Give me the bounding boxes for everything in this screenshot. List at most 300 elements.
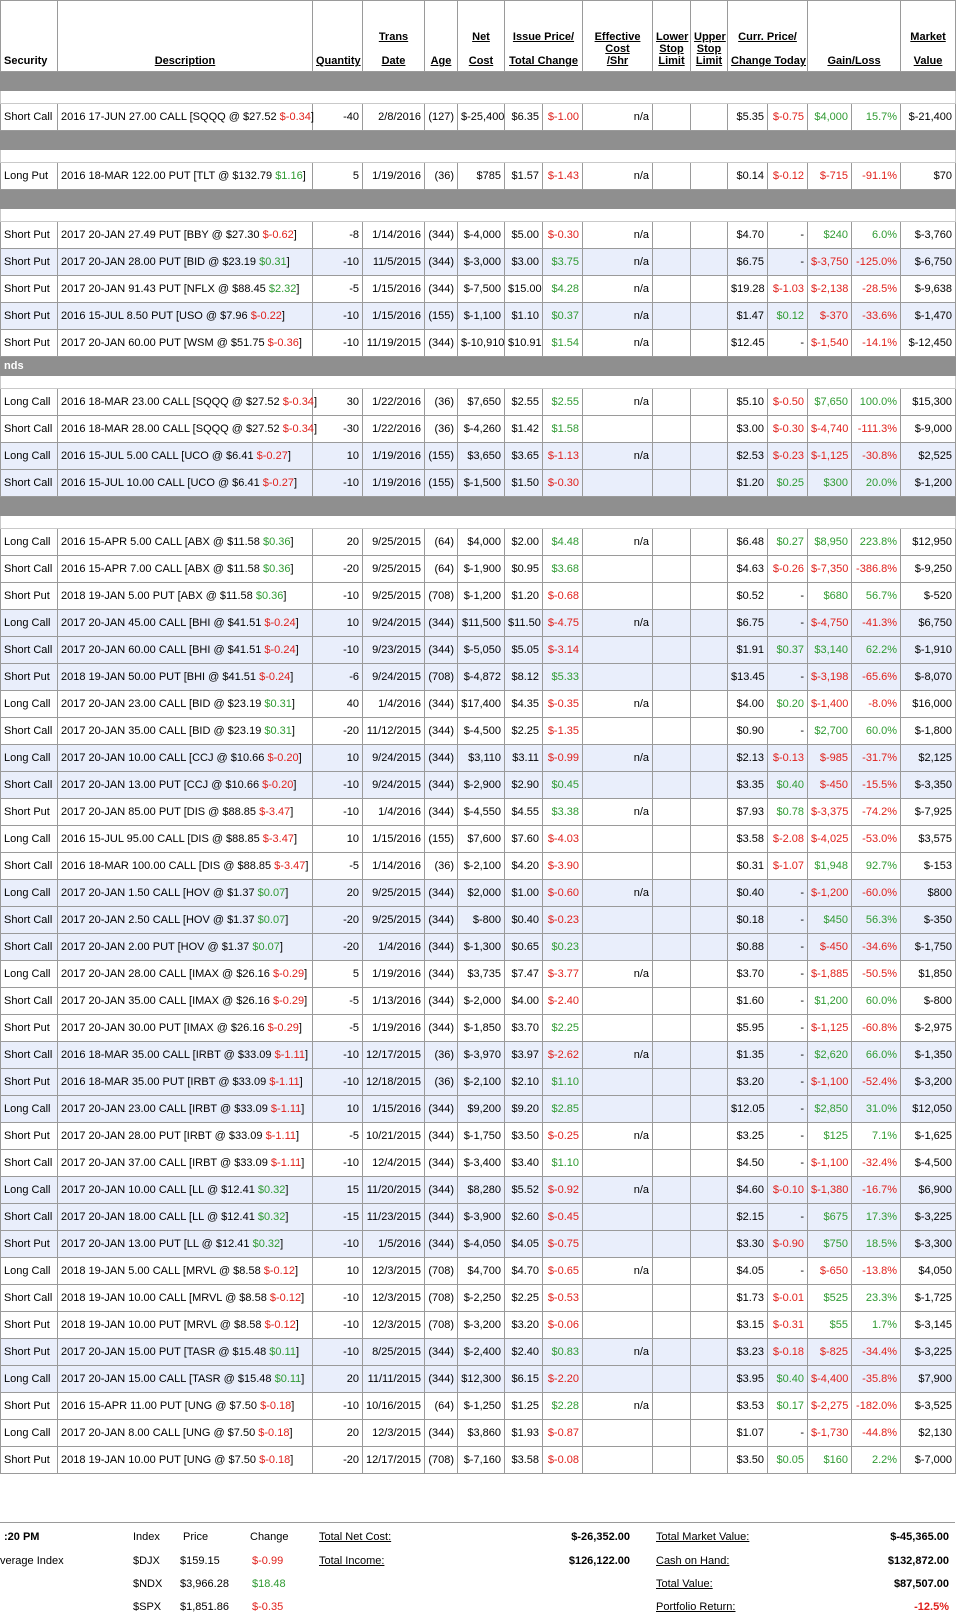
description-cell[interactable] — [58, 276, 313, 303]
table-row[interactable] — [1, 1366, 956, 1393]
description-cell[interactable] — [58, 1447, 313, 1474]
group-spacer — [1, 150, 956, 163]
portfolio-return-value: -12.5% — [914, 1601, 949, 1613]
market-value-cell: $12,050 — [901, 1096, 956, 1123]
description-cell[interactable] — [58, 637, 313, 664]
description-cell[interactable] — [58, 104, 313, 131]
age-cell: (344) — [425, 880, 458, 907]
header-effective-cost[interactable]: Effective Cost /Shr — [583, 1, 653, 72]
quantity-cell: -10 — [313, 249, 363, 276]
underlying-change: $-3.47 — [259, 806, 291, 818]
net-cost-cell: $-7,500 — [458, 276, 505, 303]
table-row[interactable] — [1, 1285, 956, 1312]
table-row[interactable] — [1, 1096, 956, 1123]
quantity-cell: -10 — [313, 1042, 363, 1069]
description-bracket: ] — [291, 698, 295, 710]
curr-price-cell: $1.35 — [728, 1042, 768, 1069]
description-cell[interactable] — [58, 389, 317, 416]
curr-price-cell: $4.50 — [728, 1150, 768, 1177]
issue-price-cell: $6.15 — [505, 1366, 543, 1393]
table-row[interactable] — [1, 104, 956, 131]
table-row[interactable] — [1, 610, 956, 637]
gain-loss-cell: $-715 — [808, 163, 852, 190]
effective-cost-cell — [583, 1096, 653, 1123]
summary-panel — [0, 1522, 955, 1613]
table-row[interactable] — [1, 556, 956, 583]
upper-stop-cell — [691, 664, 728, 691]
group-spacer — [1, 376, 956, 389]
description-text: 2017 20-JAN 2.00 PUT [HOV @ $1.37 — [61, 941, 250, 953]
age-cell: (36) — [425, 163, 458, 190]
table-row[interactable] — [1, 163, 956, 190]
age-cell: (344) — [425, 745, 458, 772]
curr-price-cell: $3.95 — [728, 1366, 768, 1393]
gain-loss-cell: $675 — [808, 1204, 852, 1231]
description-text: 2016 15-JUL 5.00 CALL [UCO @ $6.41 — [61, 450, 254, 462]
header-curr-price[interactable]: Curr. Price/ Change Today — [728, 1, 808, 72]
upper-stop-cell — [691, 988, 728, 1015]
market-value-cell: $-350 — [901, 907, 956, 934]
description-cell[interactable] — [58, 330, 313, 357]
net-cost-cell: $-3,900 — [458, 1204, 505, 1231]
table-row[interactable] — [1, 1447, 956, 1474]
table-row[interactable] — [1, 1258, 956, 1285]
issue-price-cell: $8.12 — [505, 664, 543, 691]
lower-stop-cell — [653, 961, 691, 988]
gain-loss-pct-cell: 31.0% — [852, 1096, 901, 1123]
header-net-cost[interactable]: Net Cost — [458, 1, 505, 72]
total-change-cell: $2.55 — [543, 389, 583, 416]
description-text: 2017 20-JAN 30.00 PUT [IMAX @ $26.16 — [61, 1022, 265, 1034]
description-cell[interactable] — [58, 1285, 313, 1312]
total-market-value-label[interactable]: Total Market Value: — [656, 1531, 750, 1543]
table-row[interactable] — [1, 1177, 956, 1204]
security-cell: Long Call — [1, 1258, 58, 1285]
gain-loss-pct-cell: 60.0% — [852, 988, 901, 1015]
issue-price-cell: $1.42 — [505, 416, 543, 443]
header-lower-stop[interactable]: Lower Stop Limit — [653, 1, 691, 72]
description-cell[interactable] — [58, 853, 313, 880]
table-row[interactable] — [1, 907, 956, 934]
table-row[interactable] — [1, 443, 956, 470]
gain-loss-cell: $-1,540 — [808, 330, 852, 357]
description-bracket: ] — [302, 170, 306, 182]
underlying-change: $-0.18 — [258, 1427, 290, 1439]
description-cell[interactable] — [58, 1393, 313, 1420]
curr-price-cell: $2.15 — [728, 1204, 768, 1231]
underlying-change: $1.16 — [275, 170, 303, 182]
lower-stop-cell — [653, 934, 691, 961]
gain-loss-pct-cell: -125.0% — [852, 249, 901, 276]
description-cell[interactable] — [58, 556, 313, 583]
total-income-label[interactable]: Total Income: — [319, 1555, 385, 1567]
gain-loss-cell: $-1,380 — [808, 1177, 852, 1204]
table-row[interactable] — [1, 1042, 956, 1069]
upper-stop-cell — [691, 718, 728, 745]
description-text: 2016 18-MAR 35.00 PUT [IRBT @ $33.09 — [61, 1076, 267, 1088]
curr-price-cell: $3.53 — [728, 1393, 768, 1420]
description-cell[interactable] — [58, 1339, 313, 1366]
table-row[interactable] — [1, 799, 956, 826]
table-row[interactable] — [1, 276, 956, 303]
age-cell: (344) — [425, 330, 458, 357]
table-row[interactable] — [1, 826, 956, 853]
gain-loss-pct-cell: 23.3% — [852, 1285, 901, 1312]
table-row[interactable] — [1, 529, 956, 556]
description-text: 2016 18-MAR 35.00 CALL [IRBT @ $33.09 — [61, 1049, 272, 1061]
change-today-cell: $-1.03 — [768, 276, 808, 303]
description-cell[interactable] — [58, 1312, 313, 1339]
effective-cost-cell: n/a — [583, 691, 653, 718]
change-today-cell: $0.78 — [768, 799, 808, 826]
trans-date-cell: 1/19/2016 — [363, 163, 425, 190]
quantity-cell: -10 — [313, 1393, 363, 1420]
gain-loss-cell: $2,850 — [808, 1096, 852, 1123]
description-text: 2017 20-JAN 27.49 PUT [BBY @ $27.30 — [61, 229, 260, 241]
upper-stop-cell — [691, 691, 728, 718]
curr-price-cell: $4.70 — [728, 222, 768, 249]
age-cell: (344) — [425, 222, 458, 249]
description-cell[interactable] — [58, 1204, 313, 1231]
net-cost-cell: $-4,050 — [458, 1231, 505, 1258]
lower-stop-cell — [653, 104, 691, 131]
change-today-cell: - — [768, 1204, 808, 1231]
total-change-cell: $-4.75 — [543, 610, 583, 637]
effective-cost-cell — [583, 583, 653, 610]
net-cost-cell: $-1,750 — [458, 1123, 505, 1150]
change-today-cell: $-0.30 — [768, 416, 808, 443]
table-row[interactable] — [1, 934, 956, 961]
trans-date-cell: 1/14/2016 — [363, 222, 425, 249]
change-today-cell: $0.17 — [768, 1393, 808, 1420]
description-cell[interactable] — [58, 1231, 313, 1258]
effective-cost-cell — [583, 556, 653, 583]
total-change-cell: $-0.23 — [543, 907, 583, 934]
description-bracket: ] — [280, 1238, 284, 1250]
effective-cost-cell: n/a — [583, 1123, 653, 1150]
description-cell[interactable] — [58, 961, 313, 988]
underlying-change: $-0.18 — [259, 1454, 291, 1466]
trans-date-cell: 9/25/2015 — [363, 907, 425, 934]
effective-cost-cell: n/a — [583, 1042, 653, 1069]
curr-price-cell: $12.05 — [728, 1096, 768, 1123]
table-row[interactable] — [1, 637, 956, 664]
issue-price-cell: $3.65 — [505, 443, 543, 470]
age-cell: (344) — [425, 249, 458, 276]
description-cell[interactable] — [58, 1096, 313, 1123]
change-today-cell: $0.20 — [768, 691, 808, 718]
description-text: 2018 19-JAN 50.00 PUT [BHI @ $41.51 — [61, 671, 257, 683]
quantity-cell: -6 — [313, 664, 363, 691]
header-trans-date[interactable]: Trans Date — [363, 1, 425, 72]
gain-loss-cell: $-4,400 — [808, 1366, 852, 1393]
age-cell: (344) — [425, 961, 458, 988]
lower-stop-cell — [653, 1393, 691, 1420]
table-row[interactable] — [1, 745, 956, 772]
change-today-cell: $0.12 — [768, 303, 808, 330]
portfolio-return-label[interactable]: Portfolio Return: — [656, 1601, 736, 1613]
trans-date-cell: 11/20/2015 — [363, 1177, 425, 1204]
gain-loss-cell: $125 — [808, 1123, 852, 1150]
underlying-change: $-0.24 — [259, 671, 291, 683]
quantity-cell: 40 — [313, 691, 363, 718]
change-today-cell: $-0.13 — [768, 745, 808, 772]
description-cell[interactable] — [58, 163, 313, 190]
table-row[interactable] — [1, 961, 956, 988]
curr-price-cell: $5.95 — [728, 1015, 768, 1042]
description-bracket: ] — [296, 283, 300, 295]
description-cell[interactable] — [58, 799, 313, 826]
table-row[interactable] — [1, 988, 956, 1015]
index-price: $1,851.86 — [180, 1601, 229, 1613]
description-cell[interactable] — [58, 1150, 313, 1177]
table-row[interactable] — [1, 1312, 956, 1339]
index-change: $18.48 — [252, 1578, 286, 1590]
underlying-change: $-0.24 — [264, 617, 296, 629]
table-row[interactable] — [1, 1231, 956, 1258]
lower-stop-cell — [653, 853, 691, 880]
underlying-change: $-0.34 — [279, 111, 311, 123]
description-cell[interactable] — [58, 443, 313, 470]
table-row[interactable] — [1, 389, 956, 416]
description-cell[interactable] — [58, 222, 313, 249]
description-cell[interactable] — [58, 1015, 313, 1042]
table-row[interactable] — [1, 249, 956, 276]
description-cell[interactable] — [58, 907, 313, 934]
underlying-change: $-0.22 — [250, 310, 282, 322]
gain-loss-cell: $160 — [808, 1447, 852, 1474]
market-value-cell: $-1,910 — [901, 637, 956, 664]
gain-loss-pct-cell: -50.5% — [852, 961, 901, 988]
description-cell[interactable] — [58, 934, 313, 961]
group-label — [1, 190, 956, 209]
description-text: 2016 15-APR 5.00 CALL [ABX @ $11.58 — [61, 536, 260, 548]
underlying-change: $-0.12 — [264, 1319, 296, 1331]
table-row[interactable] — [1, 691, 956, 718]
change-today-cell: - — [768, 610, 808, 637]
description-cell[interactable] — [58, 610, 313, 637]
total-value-label[interactable]: Total Value: — [656, 1578, 713, 1590]
net-cost-cell: $8,280 — [458, 1177, 505, 1204]
age-cell: (36) — [425, 1042, 458, 1069]
issue-price-cell: $4.35 — [505, 691, 543, 718]
curr-price-cell: $1.47 — [728, 303, 768, 330]
cash-on-hand-label[interactable]: Cash on Hand: — [656, 1555, 730, 1567]
total-net-cost-label[interactable]: Total Net Cost: — [319, 1531, 392, 1543]
age-cell: (344) — [425, 691, 458, 718]
change-today-cell: $-0.12 — [768, 163, 808, 190]
upper-stop-cell — [691, 1339, 728, 1366]
total-value: $87,507.00 — [893, 1578, 949, 1590]
security-cell: Short Call — [1, 104, 58, 131]
table-row[interactable] — [1, 1420, 956, 1447]
gain-loss-cell: $55 — [808, 1312, 852, 1339]
net-cost-cell: $-1,850 — [458, 1015, 505, 1042]
table-row[interactable] — [1, 1204, 956, 1231]
security-cell: Long Call — [1, 1096, 58, 1123]
description-bracket: ] — [298, 337, 302, 349]
description-cell[interactable] — [58, 470, 313, 497]
issue-price-cell: $2.90 — [505, 772, 543, 799]
header-upper-stop[interactable]: Upper Stop Limit — [691, 1, 728, 72]
trans-date-cell: 9/24/2015 — [363, 664, 425, 691]
description-cell[interactable] — [58, 1069, 313, 1096]
table-row[interactable] — [1, 664, 956, 691]
description-cell[interactable] — [58, 718, 313, 745]
quantity-cell: -15 — [313, 1204, 363, 1231]
net-cost-cell: $-5,050 — [458, 637, 505, 664]
change-today-cell: - — [768, 664, 808, 691]
upper-stop-cell — [691, 1258, 728, 1285]
effective-cost-cell: n/a — [583, 389, 653, 416]
description-cell[interactable] — [58, 1123, 313, 1150]
effective-cost-cell — [583, 1366, 653, 1393]
description-cell[interactable] — [58, 880, 313, 907]
change-today-cell: - — [768, 1258, 808, 1285]
curr-price-cell: $13.45 — [728, 664, 768, 691]
table-row[interactable] — [1, 222, 956, 249]
table-row[interactable] — [1, 880, 956, 907]
gain-loss-cell: $-825 — [808, 1339, 852, 1366]
underlying-change: $-0.29 — [272, 968, 305, 980]
description-bracket: ] — [283, 590, 287, 602]
description-text: 2017 20-JAN 45.00 CALL [BHI @ $41.51 — [61, 617, 262, 629]
security-cell: Short Call — [1, 772, 58, 799]
underlying-change: $-0.29 — [272, 995, 305, 1007]
net-cost-cell: $3,860 — [458, 1420, 505, 1447]
change-today-cell: $-0.01 — [768, 1285, 808, 1312]
description-cell[interactable] — [58, 772, 313, 799]
lower-stop-cell — [653, 1366, 691, 1393]
description-cell[interactable] — [58, 583, 313, 610]
underlying-change: $-1.11 — [270, 1157, 302, 1169]
market-value-cell: $-8,070 — [901, 664, 956, 691]
table-row[interactable] — [1, 1393, 956, 1420]
change-today-cell: $-2.08 — [768, 826, 808, 853]
effective-cost-cell: n/a — [583, 1393, 653, 1420]
table-row[interactable] — [1, 853, 956, 880]
effective-cost-cell — [583, 718, 653, 745]
security-cell: Long Call — [1, 443, 58, 470]
gain-loss-cell: $-1,100 — [808, 1069, 852, 1096]
quantity-cell: 5 — [313, 163, 363, 190]
issue-price-cell: $6.35 — [505, 104, 543, 131]
table-row[interactable] — [1, 1339, 956, 1366]
description-bracket: ] — [299, 1076, 303, 1088]
description-text: 2018 19-JAN 10.00 CALL [MRVL @ $8.58 — [61, 1292, 267, 1304]
table-row[interactable] — [1, 1123, 956, 1150]
net-cost-cell: $-25,400 — [458, 104, 505, 131]
description-cell[interactable] — [58, 416, 317, 443]
table-row[interactable] — [1, 1150, 956, 1177]
header-quantity[interactable]: Quantity — [313, 1, 363, 72]
gain-loss-cell: $680 — [808, 583, 852, 610]
cash-on-hand-value: $132,872.00 — [887, 1555, 949, 1567]
total-income-value: $126,122.00 — [568, 1555, 630, 1567]
description-cell[interactable] — [58, 826, 313, 853]
net-cost-cell: $9,200 — [458, 1096, 505, 1123]
table-row[interactable] — [1, 718, 956, 745]
description-cell[interactable] — [58, 249, 313, 276]
trans-date-cell: 1/15/2016 — [363, 826, 425, 853]
age-cell: (708) — [425, 664, 458, 691]
trans-date-cell: 8/25/2015 — [363, 1339, 425, 1366]
description-cell[interactable] — [58, 988, 313, 1015]
table-row[interactable] — [1, 303, 956, 330]
gain-loss-cell: $-1,400 — [808, 691, 852, 718]
gain-loss-cell: $525 — [808, 1285, 852, 1312]
trans-date-cell: 2/8/2016 — [363, 104, 425, 131]
gain-loss-cell: $8,950 — [808, 529, 852, 556]
description-bracket: ] — [291, 725, 295, 737]
description-cell[interactable] — [58, 1366, 313, 1393]
header-age[interactable]: Age — [425, 1, 458, 72]
curr-price-cell: $4.00 — [728, 691, 768, 718]
header-gain-loss[interactable]: Gain/Loss — [808, 1, 901, 72]
description-cell[interactable] — [58, 664, 313, 691]
security-cell: Short Put — [1, 276, 58, 303]
table-row[interactable] — [1, 1015, 956, 1042]
market-value-cell: $-1,625 — [901, 1123, 956, 1150]
table-row[interactable] — [1, 330, 956, 357]
table-row[interactable] — [1, 1069, 956, 1096]
issue-price-cell: $3.40 — [505, 1150, 543, 1177]
table-row[interactable] — [1, 416, 956, 443]
description-bracket: ] — [293, 229, 297, 241]
header-market-value[interactable]: Market Value — [901, 1, 956, 72]
description-cell[interactable] — [58, 1258, 313, 1285]
quantity-cell: 5 — [313, 961, 363, 988]
net-cost-cell: $-4,500 — [458, 718, 505, 745]
total-change-cell: $-0.35 — [543, 691, 583, 718]
table-row[interactable] — [1, 470, 956, 497]
description-cell[interactable] — [58, 303, 313, 330]
market-value-cell: $-7,925 — [901, 799, 956, 826]
description-text: 2017 20-JAN 8.00 CALL [UNG @ $7.50 — [61, 1427, 256, 1439]
description-cell[interactable] — [58, 1177, 313, 1204]
upper-stop-cell — [691, 1150, 728, 1177]
group-separator — [1, 357, 956, 376]
index-change: $-0.99 — [252, 1555, 284, 1567]
lower-stop-cell — [653, 880, 691, 907]
header-description[interactable]: Description — [58, 1, 313, 72]
description-cell[interactable] — [58, 745, 313, 772]
market-value-cell: $-3,760 — [901, 222, 956, 249]
issue-price-cell: $4.00 — [505, 988, 543, 1015]
description-cell[interactable] — [58, 1420, 313, 1447]
total-change-cell: $2.28 — [543, 1393, 583, 1420]
table-row[interactable] — [1, 772, 956, 799]
gain-loss-cell: $-1,125 — [808, 443, 852, 470]
table-row[interactable] — [1, 583, 956, 610]
underlying-change: $2.32 — [268, 283, 297, 295]
header-issue-price[interactable]: Issue Price/ Total Change — [505, 1, 583, 72]
change-today-cell: $-0.23 — [768, 443, 808, 470]
market-value-cell: $1,850 — [901, 961, 956, 988]
description-cell[interactable] — [58, 1042, 313, 1069]
curr-price-cell: $3.15 — [728, 1312, 768, 1339]
change-today-cell: $0.05 — [768, 1447, 808, 1474]
curr-price-cell: $12.45 — [728, 330, 768, 357]
description-cell[interactable] — [58, 529, 313, 556]
underlying-change: $0.31 — [259, 256, 287, 268]
issue-price-cell: $0.40 — [505, 907, 543, 934]
effective-cost-cell: n/a — [583, 276, 653, 303]
age-cell: (344) — [425, 276, 458, 303]
gain-loss-pct-cell: -60.8% — [852, 1015, 901, 1042]
description-text: 2018 19-JAN 10.00 PUT [UNG @ $7.50 — [61, 1454, 257, 1466]
description-cell[interactable] — [58, 691, 313, 718]
